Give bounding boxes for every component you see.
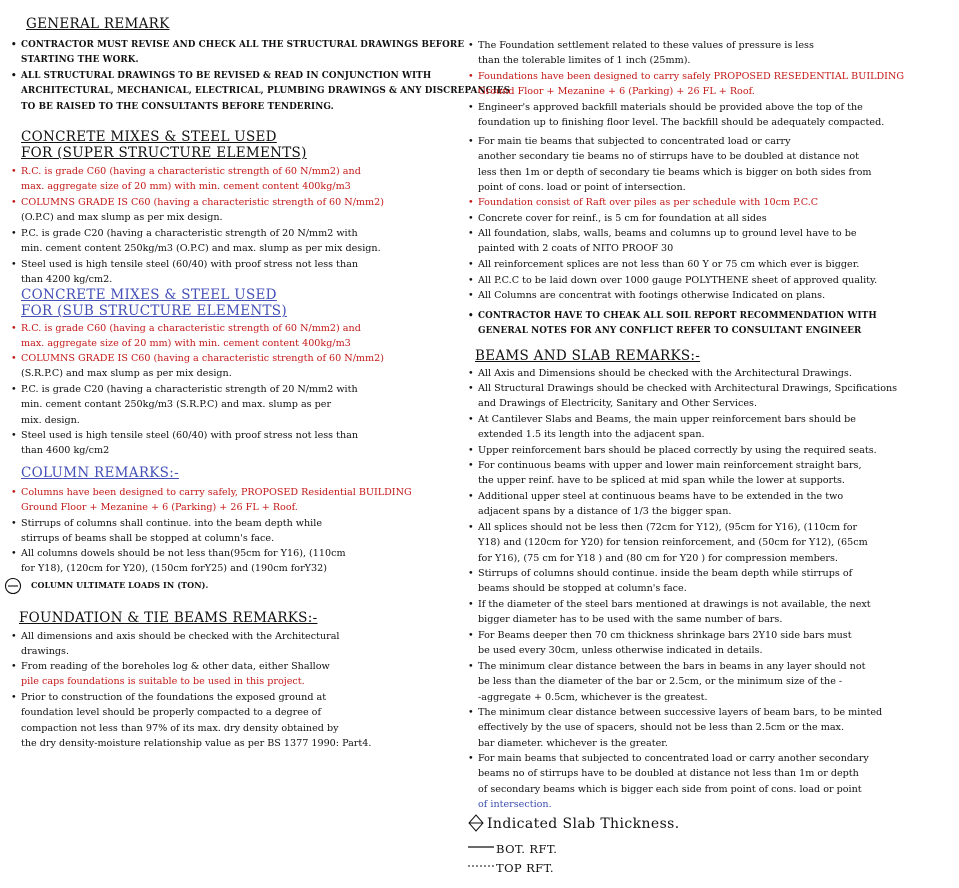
foundation-item-2: • From reading of the boreholes log & other data, either Shallow pile caps foundations is suitable to be used in this project. (11, 661, 330, 688)
general-item-2: • ALL STRUCTURAL DRAWINGS TO BE REVISED & READ IN CONJUNCTION WITH ARCHITECTURAL, MECHANICAL, ELECTRICAL, PLUMBING DRAWINGS & ANY DISCREPANCIES TO BE RAISED TO THE CONSULTANTS BEFORE TENDERING. (11, 71, 511, 112)
bullet-icon: • (468, 228, 474, 239)
bullet-icon: • (468, 290, 474, 301)
super-item-2: • COLUMNS GRADE IS C60 (having a characteristic strength of 60 N/mm2) (21, 195, 384, 210)
beams-slab-remarks-title: BEAMS AND SLAB REMARKS:- (475, 348, 701, 364)
foundation-item-1: • All dimensions and axis should be checked with the Architectural drawings. (11, 631, 340, 658)
bullet-icon: • (11, 548, 17, 559)
column-ultimate-loads-label: COLUMN ULTIMATE LOADS IN (TON). (31, 580, 209, 590)
bullet-icon: • (11, 166, 17, 177)
column-item-2: • Stirrups of columns shall continue. into the beam depth while stirrups of beams shall be stopped at column's face. (11, 518, 322, 545)
beams-item-7: • All splices should not be less then (72cm for Y12), (95cm for Y16), (110cm for Y18) and (120cm for Y20) for tension reinforcement, and (50cm for Y12), (65cm for Y16), (75 cm for Y18 ) and (80 cm for Y20 ) for compression members. (468, 522, 868, 564)
super-item-3: • P.C. is grade C20 (having a characteristic strength of 20 N/mm2 with min. cement content 250kg/m3 (O.P.C) and max. slump as per mix design. (11, 228, 381, 255)
beams-item-5: • For continuous beams with upper and lower main reinforcement straight bars, the upper reinf. have to be spliced at mid span while the lower at supports. (468, 460, 862, 487)
super-item-4: • Steel used is high tensile steel (60/40) with proof stress not less than than 4200 kg/cm2. (11, 259, 359, 286)
bullet-icon: • (11, 518, 17, 529)
slab-thickness-legend: Indicated Slab Thickness. (487, 816, 680, 832)
beams-item-11: • The minimum clear distance between the bars in beams in any layer should not be less than the diameter of the bar or 2.5cm, or the minimum size of the - -aggregate + 0.5cm, whichever is the greatest. (468, 661, 866, 703)
right-item-6: • Concrete cover for reinf., is 5 cm for foundation at all sides (478, 211, 767, 226)
bullet-icon: • (11, 323, 17, 334)
beams-item-4: • Upper reinforcement bars should be placed correctly by using the required seats. (478, 443, 877, 458)
super-structure-title: CONCRETE MIXES & STEEL USED FOR (SUPER STRUCTURE ELEMENTS) (21, 129, 307, 161)
bottom-rft-legend: BOT. RFT. (496, 842, 558, 856)
sub-item-4: • Steel used is high tensile steel (60/40) with proof stress not less than than 4600 kg/cm2 (11, 430, 359, 457)
sub-item-1: • R.C. is grade C60 (having a characteristic strength of 60 N/mm2) and max. aggregate size of 20 mm) with min. cement content 400kg/m3 (11, 323, 361, 350)
bullet-icon: • (468, 71, 474, 82)
right-item-4: • For main tie beams that subjected to concentrated load or carry another secondary tie beams no of stirrups have to be doubled at distance not less then 1m or depth of secondary tie beams which is bigger on both sides from point of cons. load or point of intersection. (468, 136, 872, 194)
beams-item-12: • The minimum clear distance between successive layers of beam bars, to be minted effectively by the use of spacers, should not be less than 2.5cm or the max. bar diameter. whichever is the greater. (468, 707, 883, 749)
right-item-7: • All foundation, slabs, walls, beams and columns up to ground level have to be painted with 2 coats of NITO PROOF 30 (468, 228, 857, 255)
general-item-1: • CONTRACTOR MUST REVISE AND CHECK ALL THE STRUCTURAL DRAWINGS BEFORE STARTING THE WORK. (11, 40, 465, 66)
right-item-5: • Foundation consist of Raft over piles as per schedule with 10cm P.C.C (478, 195, 818, 210)
right-item-3: • Engineer's approved backfill materials should be provided above the top of the foundation up to finishing floor level. The backfill should be adequately compacted. (468, 102, 885, 129)
column-remarks-title: COLUMN REMARKS:- (21, 465, 179, 481)
sub-item-3: • P.C. is grade C20 (having a characteristic strength of 20 N/mm2 with min. cement contant 250kg/m3 (S.R.P.C) and max. slump as per mix. design. (11, 384, 358, 426)
beams-item-13: • For main beams that subjected to concentrated load or carry another secondary beams no of stirrups have to be doubled at distance not less than 1m or depth of secondary beams which is bigger each side from point of cons. load or point (468, 753, 869, 795)
column-item-1: • Columns have been designed to carry safely, PROPOSED Residential BUILDING Ground Floor + Mezanine + 6 (Parking) + 26 FL + Roof. (11, 487, 412, 514)
bullet-icon: • (11, 430, 17, 441)
top-rft-dashed-line-icon (468, 863, 494, 869)
beams-item-2: • All Structural Drawings should be checked with Architectural Drawings, Spcifications and Drawings of Electricity, Sanitary and Other Services. (468, 383, 898, 410)
bullet-icon: • (468, 136, 474, 147)
beams-item-9: • If the diameter of the steel bars mentioned at drawings is not available, the next bigger diameter has to be used with the same number of bars. (468, 599, 871, 626)
bullet-icon: • (468, 707, 474, 718)
bottom-rft-line-icon (468, 844, 494, 850)
sub-structure-title: CONCRETE MIXES & STEEL USED FOR (SUB STRUCTURE ELEMENTS) (21, 287, 287, 319)
right-item-8: • All reinforcement splices are not less than 60 Y or 75 cm which ever is bigger. (478, 257, 859, 272)
bullet-icon: • (468, 102, 474, 113)
bullet-icon: • (468, 460, 474, 471)
bullet-icon: • (11, 71, 17, 81)
beams-item-3: • At Cantilever Slabs and Beams, the main upper reinforcement bars should be extended 1.5 its length into the adjacent span. (468, 414, 856, 441)
slab-thickness-diamond-icon (468, 814, 484, 832)
bullet-icon: • (11, 631, 17, 642)
bullet-icon: • (468, 445, 474, 456)
bullet-icon: • (468, 213, 474, 224)
general-remark-title: GENERAL REMARK (26, 16, 170, 32)
beams-item-13-end: of intersection. (478, 799, 552, 810)
bullet-icon: • (468, 259, 474, 270)
bullet-icon: • (11, 259, 17, 270)
bullet-icon: • (468, 383, 474, 394)
bullet-icon: • (468, 40, 474, 51)
circle-minus-icon (4, 577, 22, 595)
bullet-icon: • (468, 599, 474, 610)
bullet-icon: • (468, 368, 474, 379)
bullet-icon: • (468, 522, 474, 533)
right-item-2: • Foundations have been designed to carry safely PROPOSED RESEDENTIAL BUILDING Ground Floor + Mezanine + 6 (Parking) + 26 FL + Roof. (468, 71, 905, 98)
beams-item-10: • For Beams deeper then 70 cm thickness shrinkage bars 2Y10 side bars must be used every 30cm, unless otherwise indicated in details. (468, 630, 852, 657)
super-item-1: • R.C. is grade C60 (having a characteristic strength of 60 N/mm2) and max. aggregate size of 20 mm) with min. cement content 400kg/m3 (11, 166, 361, 193)
bullet-icon: • (468, 568, 474, 579)
bullet-icon: • (11, 40, 17, 50)
bullet-icon: • (11, 692, 17, 703)
bullet-icon: • (11, 384, 17, 395)
right-item-9: • All P.C.C to be laid down over 1000 gauge POLYTHENE sheet of approved quality. (478, 273, 877, 288)
bullet-icon: • (468, 753, 474, 764)
bullet-icon: • (11, 353, 17, 364)
right-item-1: • The Foundation settlement related to these values of pressure is less than the tolerable limites of 1 inch (25mm). (468, 40, 814, 67)
beams-item-1: • All Axis and Dimensions should be checked with the Architectural Drawings. (478, 366, 852, 381)
bullet-icon: • (11, 228, 17, 239)
bullet-icon: • (11, 197, 17, 208)
soil-report-note: • CONTRACTOR HAVE TO CHEAK ALL SOIL REPORT RECOMMENDATION WITH GENERAL NOTES FOR ANY CONFLICT REFER TO CONSULTANT ENGINEER (468, 311, 877, 337)
bullet-icon: • (468, 661, 474, 672)
bullet-icon: • (11, 487, 17, 498)
bullet-icon: • (468, 630, 474, 641)
bullet-icon: • (11, 661, 17, 672)
bullet-icon: • (468, 491, 474, 502)
beams-item-6: • Additional upper steel at continuous beams have to be extended in the two adjacent spans by a distance of 1/3 the bigger span. (468, 491, 844, 518)
foundation-remarks-title: FOUNDATION & TIE BEAMS REMARKS:- (19, 610, 318, 626)
bullet-icon: • (468, 275, 474, 286)
bullet-icon: • (468, 414, 474, 425)
sub-item-2b: (S.R.P.C) and max slump as per mix design. (21, 368, 232, 379)
super-item-2b: (O.P.C) and max slump as per mix design. (21, 212, 223, 223)
sub-item-2: • COLUMNS GRADE IS C60 (having a characteristic strength of 60 N/mm2) (21, 351, 384, 366)
bullet-icon: • (468, 197, 474, 208)
foundation-item-3: • Prior to construction of the foundations the exposed ground at foundation level should be properly compacted to a degree of compaction not less than 97% of its max. dry density obtained by the dry density-moisture relationship value as per BS 1377 1990: Part4. (11, 692, 372, 750)
right-item-10: • All Columns are concentrat with footings otherwise Indicated on plans. (478, 288, 825, 303)
top-rft-legend: TOP RFT. (496, 861, 554, 875)
column-item-3: • All columns dowels should be not less than(95cm for Y16), (110cm for Y18), (120cm for Y20), (150cm forY25) and (190cm forY32) (11, 548, 346, 575)
beams-item-8: • Stirrups of columns should continue. inside the beam depth while stirrups of beams should be stopped at column's face. (468, 568, 853, 595)
bullet-icon: • (468, 311, 474, 321)
